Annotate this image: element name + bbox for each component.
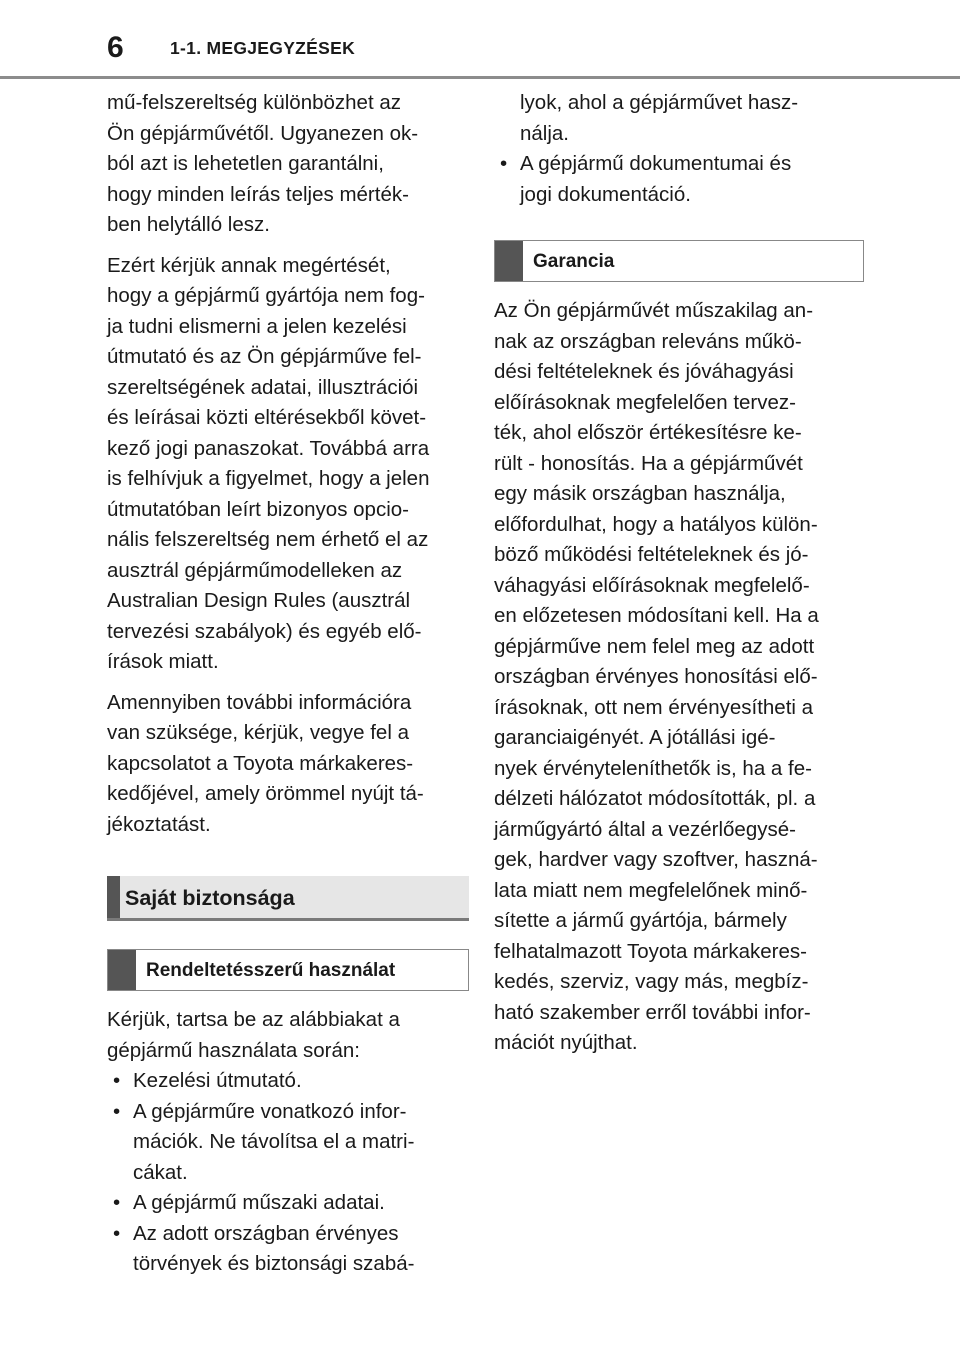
list-item	[107, 1097, 469, 1189]
text-line: egy másik országban használja,	[494, 482, 786, 505]
text-line: böző működési feltételeknek és jó-	[494, 543, 809, 566]
text-line: Australian Design Rules (ausztrál	[107, 589, 411, 612]
text-line: ausztrál gépjárműmodelleken az	[107, 558, 403, 582]
heading-marker	[108, 950, 136, 990]
text-line: sítette a jármű gyártója, bármely	[494, 909, 787, 932]
text-line: ból azt is lehetetlen garantálni,	[107, 152, 384, 175]
paragraph-variation-note	[107, 88, 469, 241]
text-line: ték, ahol először értékesítésre ke-	[494, 421, 802, 444]
list-item	[107, 1219, 469, 1280]
text-line: írások miatt.	[107, 650, 219, 673]
text-line: írásoknak, ott nem érvényesítheti a	[494, 695, 814, 719]
list-item-continuation	[494, 88, 864, 149]
heading-warranty-text: Garancia	[533, 251, 615, 272]
text-line: országban érvényes honosítási elő-	[494, 665, 818, 688]
text-line: nak az országban releváns műkö-	[494, 329, 802, 353]
heading-intended-use	[107, 949, 469, 991]
text-line: lata miatt nem megfelelőnek minő-	[494, 878, 808, 902]
text-line: gépjárműve nem felel meg az adott	[494, 634, 815, 658]
text-line: nálja.	[520, 121, 570, 145]
text-line: A gépjármű műszaki adatai.	[133, 1191, 385, 1214]
text-line: előfordulhat, hogy a hatályos külön-	[494, 512, 818, 536]
text-line: délzeti hálózatot módosították, pl. a	[494, 787, 816, 810]
text-line: Ezért kérjük annak megértését,	[107, 253, 391, 277]
text-line: előírásoknak megfelelően tervez-	[494, 390, 796, 414]
list-item	[107, 1188, 469, 1219]
text-line: gek, hardver vagy szoftver, haszná-	[494, 848, 818, 871]
text-line: gépjármű használata során:	[107, 1038, 360, 1062]
text-line: nyek érvényteleníthetők is, ha a fe-	[494, 756, 812, 780]
paragraph-warranty	[494, 296, 864, 1059]
text-line: en előzetesen módosítani kell. Ha a	[494, 604, 819, 627]
heading-marker	[107, 876, 120, 918]
text-line: kapcsolatot a Toyota márkakeres-	[107, 751, 414, 775]
text-line: szereltségének adatai, illusztrációi	[107, 375, 419, 399]
text-line: felhatalmazott Toyota márkakeres-	[494, 939, 807, 963]
text-line: és leírásai közti eltérésekből követ-	[107, 406, 427, 429]
text-line: cákat.	[133, 1160, 188, 1184]
list-item	[494, 149, 864, 210]
text-line: Az adott országban érvényes	[133, 1221, 399, 1245]
text-line: mű-felszereltség különbözhet az	[107, 91, 401, 114]
text-line: kedőjével, amely örömmel nyújt tá-	[107, 782, 424, 805]
heading-own-safety-text: Saját biztonsága	[125, 886, 295, 910]
list-item	[107, 1066, 469, 1097]
text-line: jékoztatást.	[107, 812, 211, 836]
left-column	[107, 88, 469, 1280]
text-line: A gépjármű dokumentumai és	[520, 152, 792, 175]
text-line: Kérjük, tartsa be az alábbiakat a	[107, 1008, 400, 1031]
text-line: ja tudni elismerni a jelen kezelési	[107, 314, 407, 338]
text-line: A gépjárműre vonatkozó infor-	[133, 1099, 407, 1123]
text-line: lyok, ahol a gépjárművet hasz-	[520, 91, 799, 114]
text-line: mációk. Ne távolítsa el a matri-	[133, 1130, 415, 1153]
text-line: Kezelési útmutató.	[133, 1069, 302, 1092]
text-line: útmutató és az Ön gépjárműve fel-	[107, 345, 422, 368]
paragraph-liability	[107, 251, 469, 678]
heading-intended-use-text: Rendeltetésszerű használat	[146, 960, 396, 981]
section-title: 1-1. MEGJEGYZÉSEK	[170, 38, 356, 58]
text-line: van szüksége, kérjük, vegye fel a	[107, 721, 409, 744]
paragraph-contact-dealer	[107, 688, 469, 841]
text-line: nális felszereltség nem érhető el az	[107, 528, 429, 551]
text-line: is felhívjuk a figyelmet, hogy a jelen	[107, 467, 430, 490]
text-line: jogi dokumentáció.	[520, 182, 691, 206]
text-line: kező jogi panaszokat. Továbbá arra	[107, 436, 430, 460]
text-line: rült - honosítás. Ha a gépjárművét	[494, 451, 803, 475]
text-line: hogy a gépjármű gyártója nem fog-	[107, 284, 425, 307]
text-line: Ön gépjárművétől. Ugyanezen ok-	[107, 121, 419, 145]
text-line: mációt nyújthat.	[494, 1031, 638, 1054]
right-column	[494, 88, 864, 1069]
text-line: ben helytálló lesz.	[107, 213, 270, 236]
text-line: váhagyási előírásoknak megfelelő-	[494, 573, 810, 597]
heading-own-safety	[107, 876, 469, 921]
text-line: Amennyiben további információra	[107, 690, 412, 714]
text-line: Az Ön gépjárművét műszakilag an-	[494, 299, 814, 322]
intro-text	[107, 1005, 469, 1066]
heading-warranty	[494, 240, 864, 282]
page-number: 6	[107, 31, 124, 64]
text-line: útmutatóban leírt bizonyos opcio-	[107, 497, 409, 521]
text-line: kedés, szerviz, vagy más, megbíz-	[494, 970, 809, 993]
text-line: hogy minden leírás teljes mérték-	[107, 182, 409, 206]
text-line: tervezési szabályok) és egyéb elő-	[107, 619, 422, 643]
text-line: törvények és biztonsági szabá-	[133, 1252, 415, 1275]
text-line: ható szakember erről további infor-	[494, 1000, 811, 1024]
text-line: dési feltételeknek és jóváhagyási	[494, 360, 794, 383]
heading-marker	[495, 241, 523, 281]
text-line: garanciaigényét. A jótállási igé-	[494, 726, 776, 749]
header-divider	[0, 76, 960, 79]
text-line: járműgyártó által a vezérlőegysé-	[494, 817, 796, 841]
